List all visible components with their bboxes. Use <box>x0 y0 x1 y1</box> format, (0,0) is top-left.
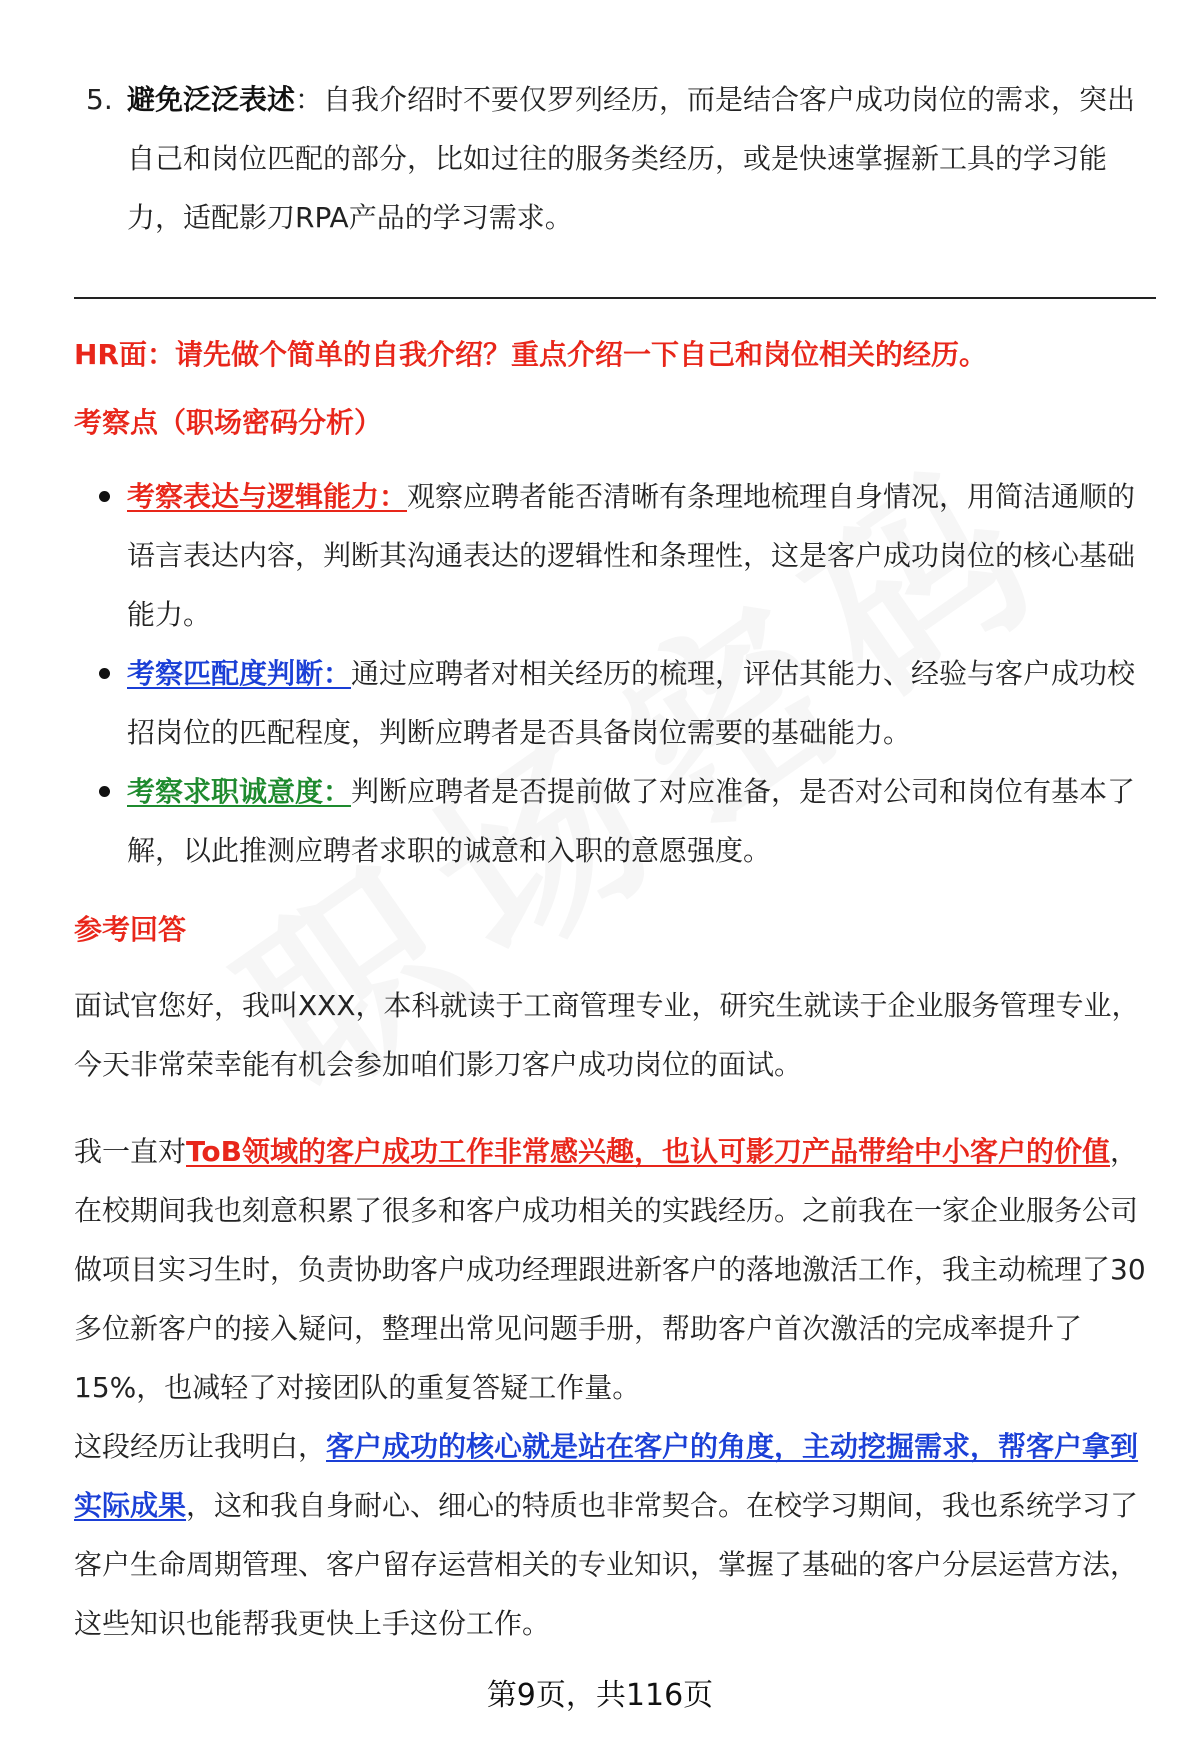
answer-paragraph-3 <box>74 1417 1154 1653</box>
answer-paragraph-1: 面试官您好，我叫XXX，本科就读于工商管理专业，研究生就读于企业服务管理专业，今天非常荣幸能有机会参加咱们影刀客户成功岗位的面试。 <box>74 989 1140 1081</box>
bullet-dot <box>99 786 110 797</box>
paragraph-text: 我一直对 <box>74 1135 187 1168</box>
bullet-item <box>74 467 1154 644</box>
bullet-body: 通过应聘者对相关经历的梳理，评估其能力、经验与客户成功校招岗位的匹配程度，判断应聘者是否具备岗位需要的基础能力。 <box>127 657 1136 749</box>
list-item-5 <box>74 70 1154 247</box>
paragraph-text: ，这和我自身耐心、细心的特质也非常契合。在校学习期间，我也系统学习了客户生命周期管理、客户留存运营相关的专业知识，掌握了基础的客户分层运营方法，这些知识也能帮我更快上手这份工作。 <box>74 1489 1139 1640</box>
bullet-label: 考察求职诚意度： <box>127 775 352 808</box>
analysis-heading: 考察点（职场密码分析） <box>74 406 383 439</box>
highlight-text: ToB领域的客户成功工作非常感兴趣，也认可影刀产品带给中小客户的价值 <box>186 1135 1110 1168</box>
highlight-text: 客户成功的核心就是站在客户的角度，主动挖掘需求，帮客户拿到实际成果 <box>74 1430 1139 1522</box>
bullet-label: 考察匹配度判断： <box>127 657 352 690</box>
paragraph-text: 这段经历让我明白， <box>74 1430 327 1463</box>
section-divider <box>74 297 1156 299</box>
interview-question: HR面：请先做个简单的自我介绍？重点介绍一下自己和岗位相关的经历。 <box>74 338 987 371</box>
list-item-body: 自我介绍时不要仅罗列经历，而是结合客户成功岗位的需求，突出自己和岗位匹配的部分，比如过往的服务类经历，或是快速掌握新工具的学习能力，适配影刀RPA产品的学习需求。 <box>127 83 1136 234</box>
bullet-item <box>74 644 1154 762</box>
list-number: 5. <box>86 83 113 116</box>
bullet-dot <box>99 491 110 502</box>
bullet-item <box>74 762 1154 880</box>
bullet-body: 观察应聘者能否清晰有条理地梳理自身情况，用简洁通顺的语言表达内容，判断其沟通表达的逻辑性和条理性，这是客户成功岗位的核心基础能力。 <box>127 480 1136 631</box>
list-item-colon: ： <box>295 83 324 116</box>
paragraph-text: ，在校期间我也刻意积累了很多和客户成功相关的实践经历。之前我在一家企业服务公司做项目实习生时，负责协助客户成功经理跟进新客户的落地激活工作，我主动梳理了30多位新客户的接入疑问，整理出常见问题手册，帮助客户首次激活的完成率提升了15%，也减轻了对接团队的重复答疑工作量。 <box>74 1135 1146 1404</box>
bullet-body: 判断应聘者是否提前做了对应准备，是否对公司和岗位有基本了解，以此推测应聘者求职的诚意和入职的意愿强度。 <box>127 775 1136 867</box>
bullet-dot <box>99 668 110 679</box>
analysis-bullet-list <box>74 467 1154 880</box>
page-number-footer: 第9页，共116页 <box>486 1678 714 1713</box>
bullet-label: 考察表达与逻辑能力： <box>127 480 408 513</box>
reference-answer-heading: 参考回答 <box>74 913 187 946</box>
list-item-title: 避免泛泛表述 <box>127 83 296 116</box>
answer-paragraph-2 <box>74 1122 1154 1417</box>
page-content <box>74 70 1154 1653</box>
